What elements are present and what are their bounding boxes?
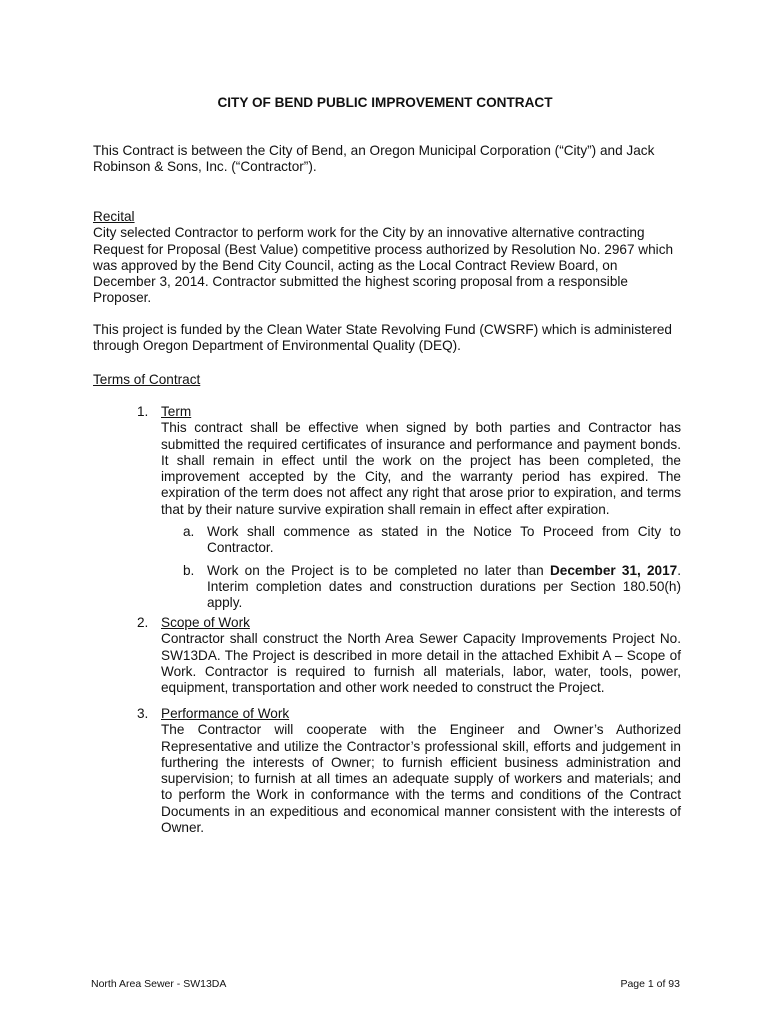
item-number: 2. [137, 615, 149, 630]
subitem-text [207, 563, 681, 612]
completion-date: December 31, 2017 [549, 562, 678, 578]
term-subitem-a [183, 524, 681, 557]
subitem-letter: a. [183, 524, 195, 540]
funding-paragraph: This project is funded by the Clean Water State Revolving Fund (CWSRF) which is administered through Oregon Department of Environmental Quality (DEQ). [93, 322, 672, 354]
intro-paragraph: This Contract is between the City of Bend, an Oregon Municipal Corporation (“City”) and Jack Robinson & Sons, Inc. (“Contractor”). [93, 143, 655, 175]
item-number: 3. [137, 706, 149, 721]
performance-heading: Performance of Work [161, 706, 290, 721]
scope-heading: Scope of Work [161, 615, 250, 630]
recital-section [93, 209, 681, 307]
term-subitem-b [183, 563, 681, 612]
term-text: This contract shall be effective when signed by both parties and Contractor has submitted the required certificates of insurance and performance and payment bonds. It shall remain in effect until the work on the project has been completed, the improvement accepted by the City, and the warranty period has expired. The expiration of the term does not affect any right that arose prior to expiration, and terms that by their nature survive expiration shall remain in effect after expiration. [161, 420, 681, 517]
subitem-text-before: Work on the Project is to be completed no later than [207, 562, 550, 578]
page-title: CITY OF BEND PUBLIC IMPROVEMENT CONTRACT [217, 95, 553, 110]
performance-text: The Contractor will cooperate with the Engineer and Owner’s Authorized Representative and utilize the Contractor’s professional skill, efforts and judgement in furthering the interests of Owner; to furnish efficient business administration and supervision; to furnish at all times an adequate supply of workers and materials; and to perform the Work in conformance with the terms and conditions of the Contract Documents in an expeditious and economical manner consistent with the interests of Owner. [161, 722, 681, 836]
recital-text: City selected Contractor to perform work for the City by an innovative alternative contracting Request for Proposal (Best Value) competitive process authorized by Resolution No. 2967 which was approved by the Bend City Council, acting as the Local Contract Review Board, on December 3, 2014. Contractor submitted the highest scoring proposal from a responsible Proposer. [93, 225, 674, 306]
term-heading: Term [161, 404, 192, 419]
scope-item [137, 615, 681, 696]
item-number: 1. [137, 404, 149, 419]
footer-project-name: North Area Sewer - SW13DA [91, 978, 227, 990]
performance-item [137, 706, 681, 836]
subitem-letter: b. [183, 562, 195, 578]
scope-text: Contractor shall construct the North Area Sewer Capacity Improvements Project No. SW13DA. The Project is described in more detail in the attached Exhibit A – Scope of Work. Contractor is required to furnish all materials, labor, water, tools, power, equipment, transportation and other work needed to construct the Project. [161, 631, 681, 696]
terms-heading: Terms of Contract [93, 372, 201, 387]
subitem-text: Work shall commence as stated in the Notice To Proceed from City to Contractor. [207, 524, 681, 556]
subitem-text-after: . Interim completion dates and construction durations per Section 180.50(h) apply. [207, 562, 681, 611]
term-item [137, 404, 681, 612]
recital-heading: Recital [93, 209, 135, 224]
footer-page-number: Page 1 of 93 [620, 978, 680, 990]
